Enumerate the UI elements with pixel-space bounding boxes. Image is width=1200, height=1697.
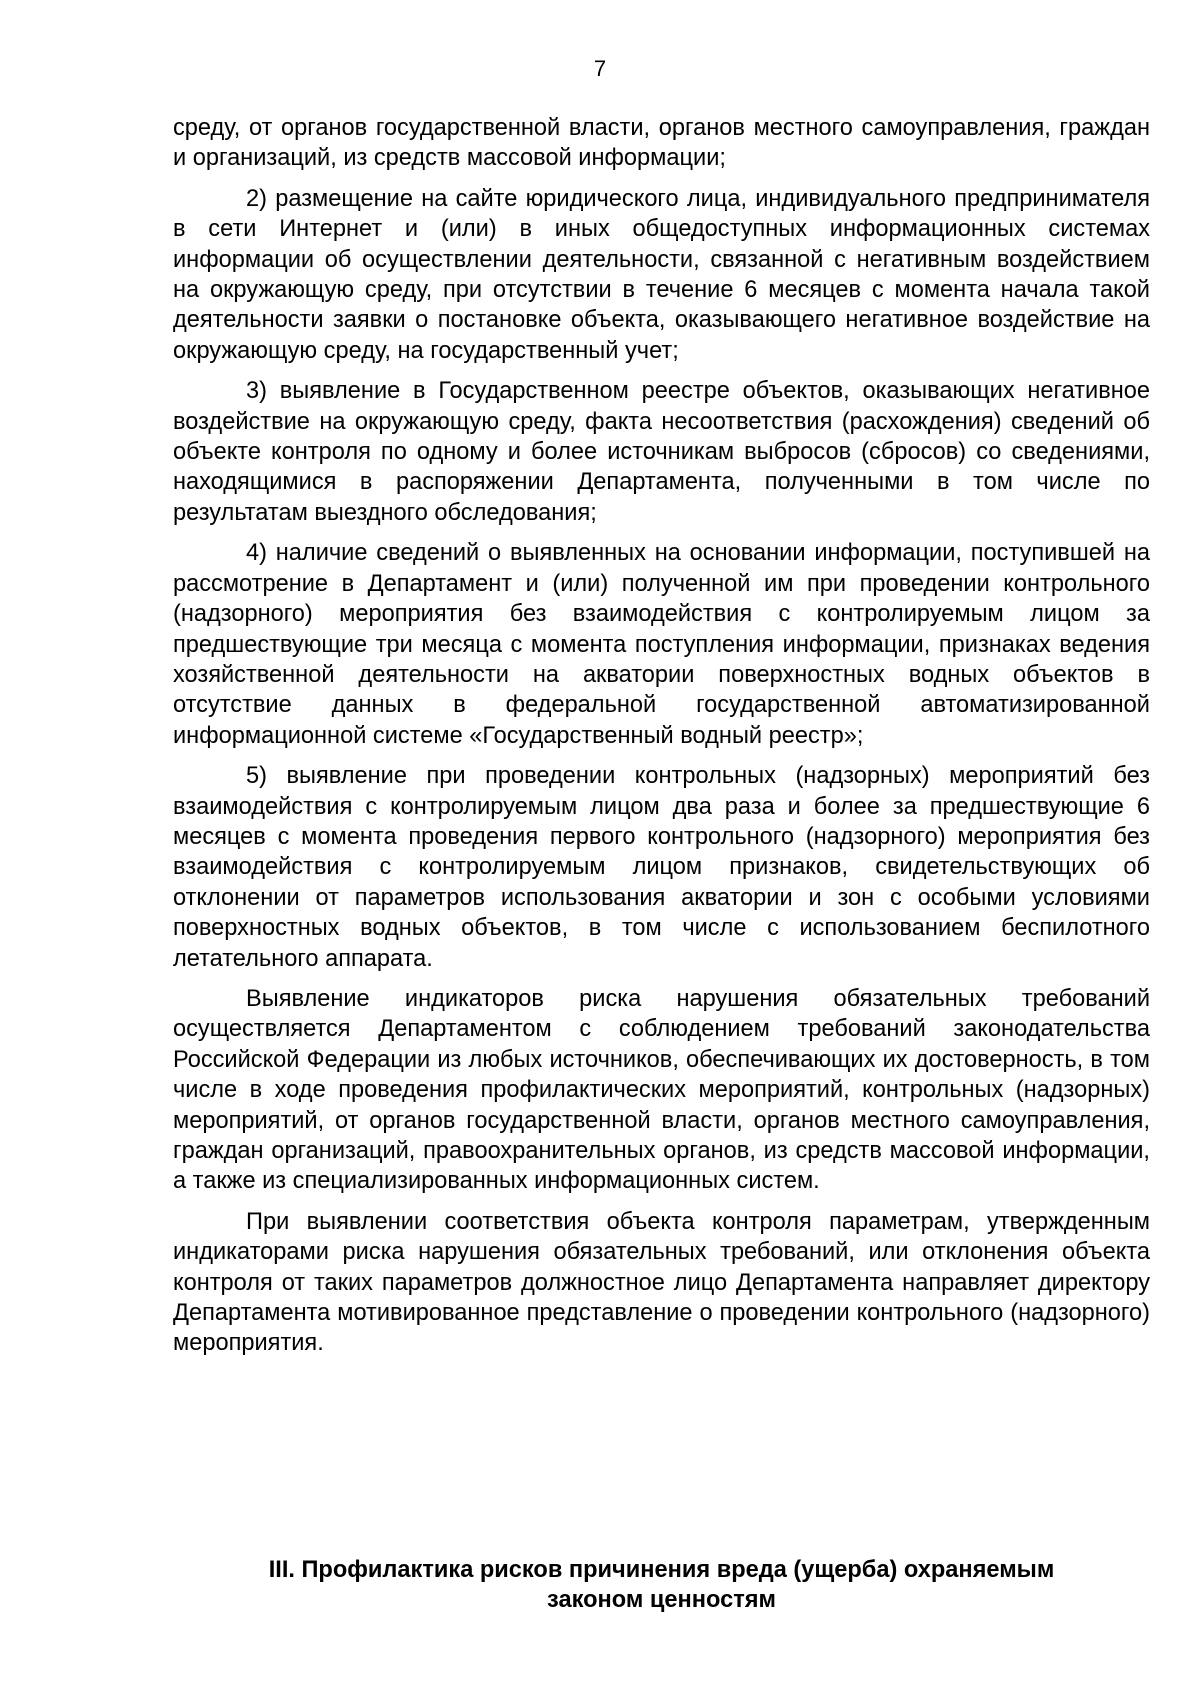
paragraph-item-3: 3) выявление в Государственном реестре объектов, оказывающих негативное воздействие на окружающую среду, факта несоответствия (расхождения) сведений об объекте контроля по одному и более источникам выбросов (сбросов) со сведениями, находящимися в распоряжении Департамента, полученными в том числе по результатам выездного обследования; (173, 378, 1150, 526)
paragraph-risk-detection: Выявление индикаторов риска нарушения обязательных требований осуществляется Департаментом с соблюдением требований законодательства Российской Федерации из любых источников, обеспечивающих их достоверность, в том числе в ходе проведения профилактических мероприятий, контрольных (надзорных) мероприятий, от органов государственной власти, органов местного самоуправления, граждан организаций, правоохранительных органов, из средств массовой информации, а также из специализированных информационных систем. (173, 985, 1150, 1195)
paragraph-item-4: 4) наличие сведений о выявленных на основании информации, поступившей на рассмотрение в Департамент и (или) полученной им при проведении контрольного (надзорного) мероприятия без взаимодействия с контролируемым лицом за предшествующие три месяца с момента поступления информации, признаках ведения хозяйственной деятельности на акватории поверхностных водных объектов в отсутствие данных в федеральной государственной автоматизированной информационной системе «Государственный водный реестр»; (173, 540, 1150, 749)
section-heading-line-1: III. Профилактика рисков причинения вреда (ущерба) охраняемым (268, 1557, 1055, 1583)
paragraph-continuation: среду, от органов государственной власти, органов местного самоуправления, граждан и организаций, из средств массовой информации; (173, 115, 1150, 172)
paragraph-inspection-proposal: При выявлении соответствия объекта контроля параметрам, утвержденным индикаторами риска нарушения обязательных требований, или отклонения объекта контроля от таких параметров должностное лицо Департамента направляет директору Департамента мотивированное представление о проведении контрольного (надзорного) мероприятия. (173, 1208, 1150, 1357)
page-number: 7 (593, 56, 607, 81)
paragraph-item-2: 2) размещение на сайте юридического лица, индивидуального предпринимателя в сети Интернет и (или) в иных общедоступных информационных системах информации об осуществлении деятельности, связанной с негативным воздействием на окружающую среду, при отсутствии в течение 6 месяцев с момента начала такой деятельности заявки о постановке объекта, оказывающего негативное воздействие на окружающую среду, на государственный учет; (173, 185, 1150, 364)
section-heading (173, 1555, 1150, 1616)
paragraph-item-5: 5) выявление при проведении контрольных (надзорных) мероприятий без взаимодействия с контролируемым лицом два раза и более за предшествующие 6 месяцев с момента проведения первого контрольного (надзорного) мероприятия без взаимодействия с контролируемым лицом признаков, свидетельствующих об отклонении от параметров использования акватории и зон с особыми условиями поверхностных водных объектов, в том числе с использованием беспилотного летательного аппарата. (173, 763, 1150, 972)
document-body (173, 113, 1150, 1369)
section-heading-line-2: законом ценностям (547, 1587, 776, 1614)
